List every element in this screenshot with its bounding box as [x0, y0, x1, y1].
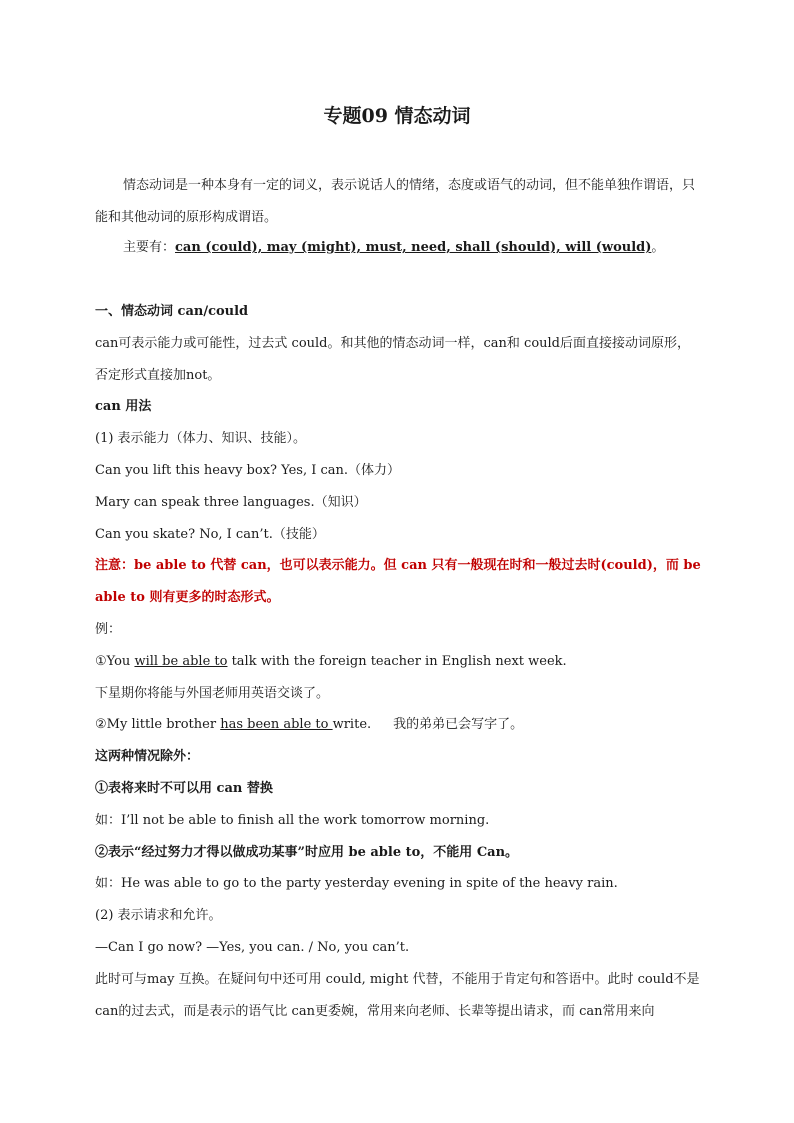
example-1-underlined: will be able to — [134, 654, 228, 669]
example-label: 例： — [95, 622, 122, 637]
section-desc-line1: can可表示能力或可能性，过去式 could。和其他的情态动词一样，can和 could后面直接接动词原形， — [95, 336, 690, 351]
intro-paragraph: 情态动词是一种本身有一定的词义，表示说话人的情绪，态度或语气的动词，但不能单独作谓语，只能和其他动词的原形构成谓语。 — [95, 178, 696, 225]
exception-1-example: 如：I’ll not be able to finish all the work tomorrow morning. — [95, 813, 490, 828]
example-2-underlined: has been able to — [220, 717, 333, 732]
usage-item-1: (1) 表示能力（体力、知识、技能）。 — [95, 431, 307, 446]
page-title: 专题09 情态动词 — [323, 105, 471, 127]
note-line-2: able to 则有更多的时态形式。 — [95, 590, 280, 605]
main-list-line — [123, 239, 664, 257]
example-1-pre: ①You — [95, 654, 135, 669]
example-sentence: Mary can speak three languages.（知识） — [95, 495, 367, 510]
example-1-post: talk with the foreign teacher in English next week. — [227, 654, 567, 669]
exception-2: ②表示“经过努力才得以做成功某事”时应用 be able to，不能用 Can。 — [95, 845, 519, 860]
example-2-translation: 我的弟弟已会写字了。 — [393, 717, 524, 732]
example-2-post: write. — [332, 717, 372, 732]
exceptions-heading: 这两种情况除外： — [95, 749, 200, 764]
final-paragraph: 此时可与may 互换。在疑问句中还可用 could, might 代替，不能用于肯定句和答语中。此时 could不是 can的过去式，而是表示的语气比 can更委婉，常用来向老师、长辈等提出请求，而 can常用来向 — [95, 972, 700, 1019]
usage-heading: can 用法 — [95, 399, 152, 414]
usage-item-2: (2) 表示请求和允许。 — [95, 908, 222, 923]
example-sentence: Can you skate? No, I can’t.（技能） — [95, 527, 325, 542]
section-desc-line2: 否定形式直接加not。 — [95, 368, 221, 383]
example-sentence: Can you lift this heavy box? Yes, I can.（体力） — [95, 463, 401, 478]
main-list-end: 。 — [651, 240, 665, 255]
note-line-1: 注意：be able to 代替 can，也可以表示能力。但 can 只有一般现在时和一般过去时(could)，而 be — [95, 558, 701, 573]
example-2 — [95, 716, 523, 734]
main-list-label: 主要有： — [123, 240, 176, 255]
section-heading: 一、情态动词 can/could — [95, 304, 249, 319]
exception-2-example: 如：He was able to go to the party yesterday evening in spite of the heavy rain. — [95, 876, 618, 891]
exception-1: ①表将来时不可以用 can 替换 — [95, 781, 273, 796]
dialog-example: —Can I go now? —Yes, you can. / No, you can’t. — [95, 940, 410, 955]
example-1 — [95, 653, 567, 671]
example-2-pre: ②My little brother — [95, 717, 221, 732]
main-list-items: can (could), may (might), must, need, shall (should), will (would) — [175, 240, 652, 255]
example-1-translation: 下星期你将能与外国老师用英语交谈了。 — [95, 686, 330, 701]
